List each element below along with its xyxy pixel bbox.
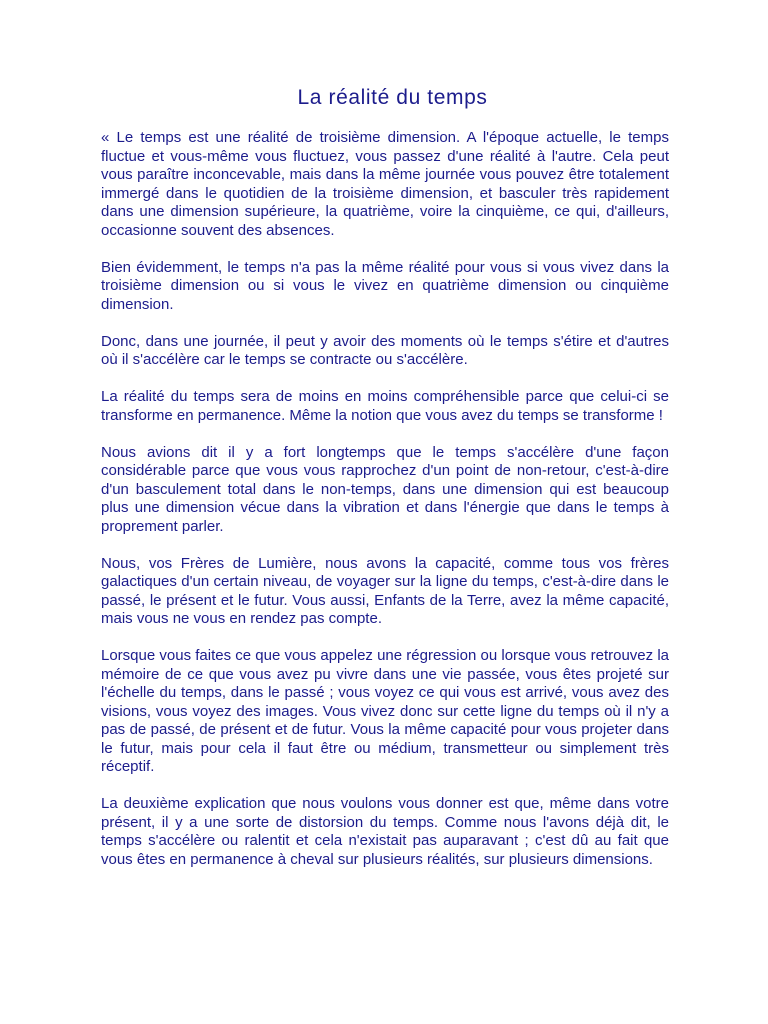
paragraph-5: Nous avions dit il y a fort longtemps que le temps s'accélère d'une façon considérable parce que vous vous rapprochez d'un point de non-retour, c'est-à-dire d'un basculement total dans le non-temps, dans une dimension qui est beaucoup plus une dimension vécue dans la vibration et dans l'énergie que dans le temps à proprement parler. [101,443,669,535]
document-title: La réalité du temps [297,86,488,109]
paragraph-2: Bien évidemment, le temps n'a pas la même réalité pour vous si vous vivez dans la troisième dimension ou si vous le vivez en quatrième dimension ou cinquième dimension. [101,258,669,313]
paragraph-6: Nous, vos Frères de Lumière, nous avons la capacité, comme tous vos frères galactiques d'un certain niveau, de voyager sur la ligne du temps, c'est-à-dire dans le passé, le présent et le futur. Vous aussi, Enfants de la Terre, avez la même capacité, mais vous ne vous en rendez pas compte. [101,554,669,627]
paragraph-8: La deuxième explication que nous voulons vous donner est que, même dans votre présent, il y a une sorte de distorsion du temps. Comme nous l'avons déjà dit, le temps s'accélère ou ralentit et cela n'existait pas auparavant ; c'est dû au fait que vous êtes en permanence à cheval sur plusieurs réalités, sur plusieurs dimensions. [101,795,669,868]
paragraph-4: La réalité du temps sera de moins en moins compréhensible parce que celui-ci se transforme en permanence. Même la notion que vous avez du temps se transforme ! [101,388,669,424]
paragraph-3: Donc, dans une journée, il peut y avoir des moments où le temps s'étire et d'autres où il s'accélère car le temps se contracte ou s'accélère. [101,332,669,368]
paragraph-1: « Le temps est une réalité de troisième dimension. A l'époque actuelle, le temps fluctue et vous-même vous fluctuez, vous passez d'une réalité à l'autre. Cela peut vous paraître inconcevable, mais dans la même journée vous pouvez être totalement immergé dans le quotidien de la troisième dimension, et basculer très rapidement dans une dimension supérieure, la quatrième, voire la cinquième, ce qui, d'ailleurs, occasionne souvent des absences. [101,129,669,239]
paragraph-7: Lorsque vous faites ce que vous appelez une régression ou lorsque vous retrouvez la mémoire de ce que vous avez pu vivre dans une vie passée, vous êtes projeté sur l'échelle du temps, dans le passé ; vous voyez ce qui vous est arrivé, vous avez des visions, vous voyez des images. Vous vivez donc sur cette ligne du temps où il n'y a pas de passé, de présent et de futur. Vous la même capacité pour vous projeter dans le futur, mais pour cela il faut être ou médium, transmetteur ou simplement très réceptif. [101,647,669,775]
